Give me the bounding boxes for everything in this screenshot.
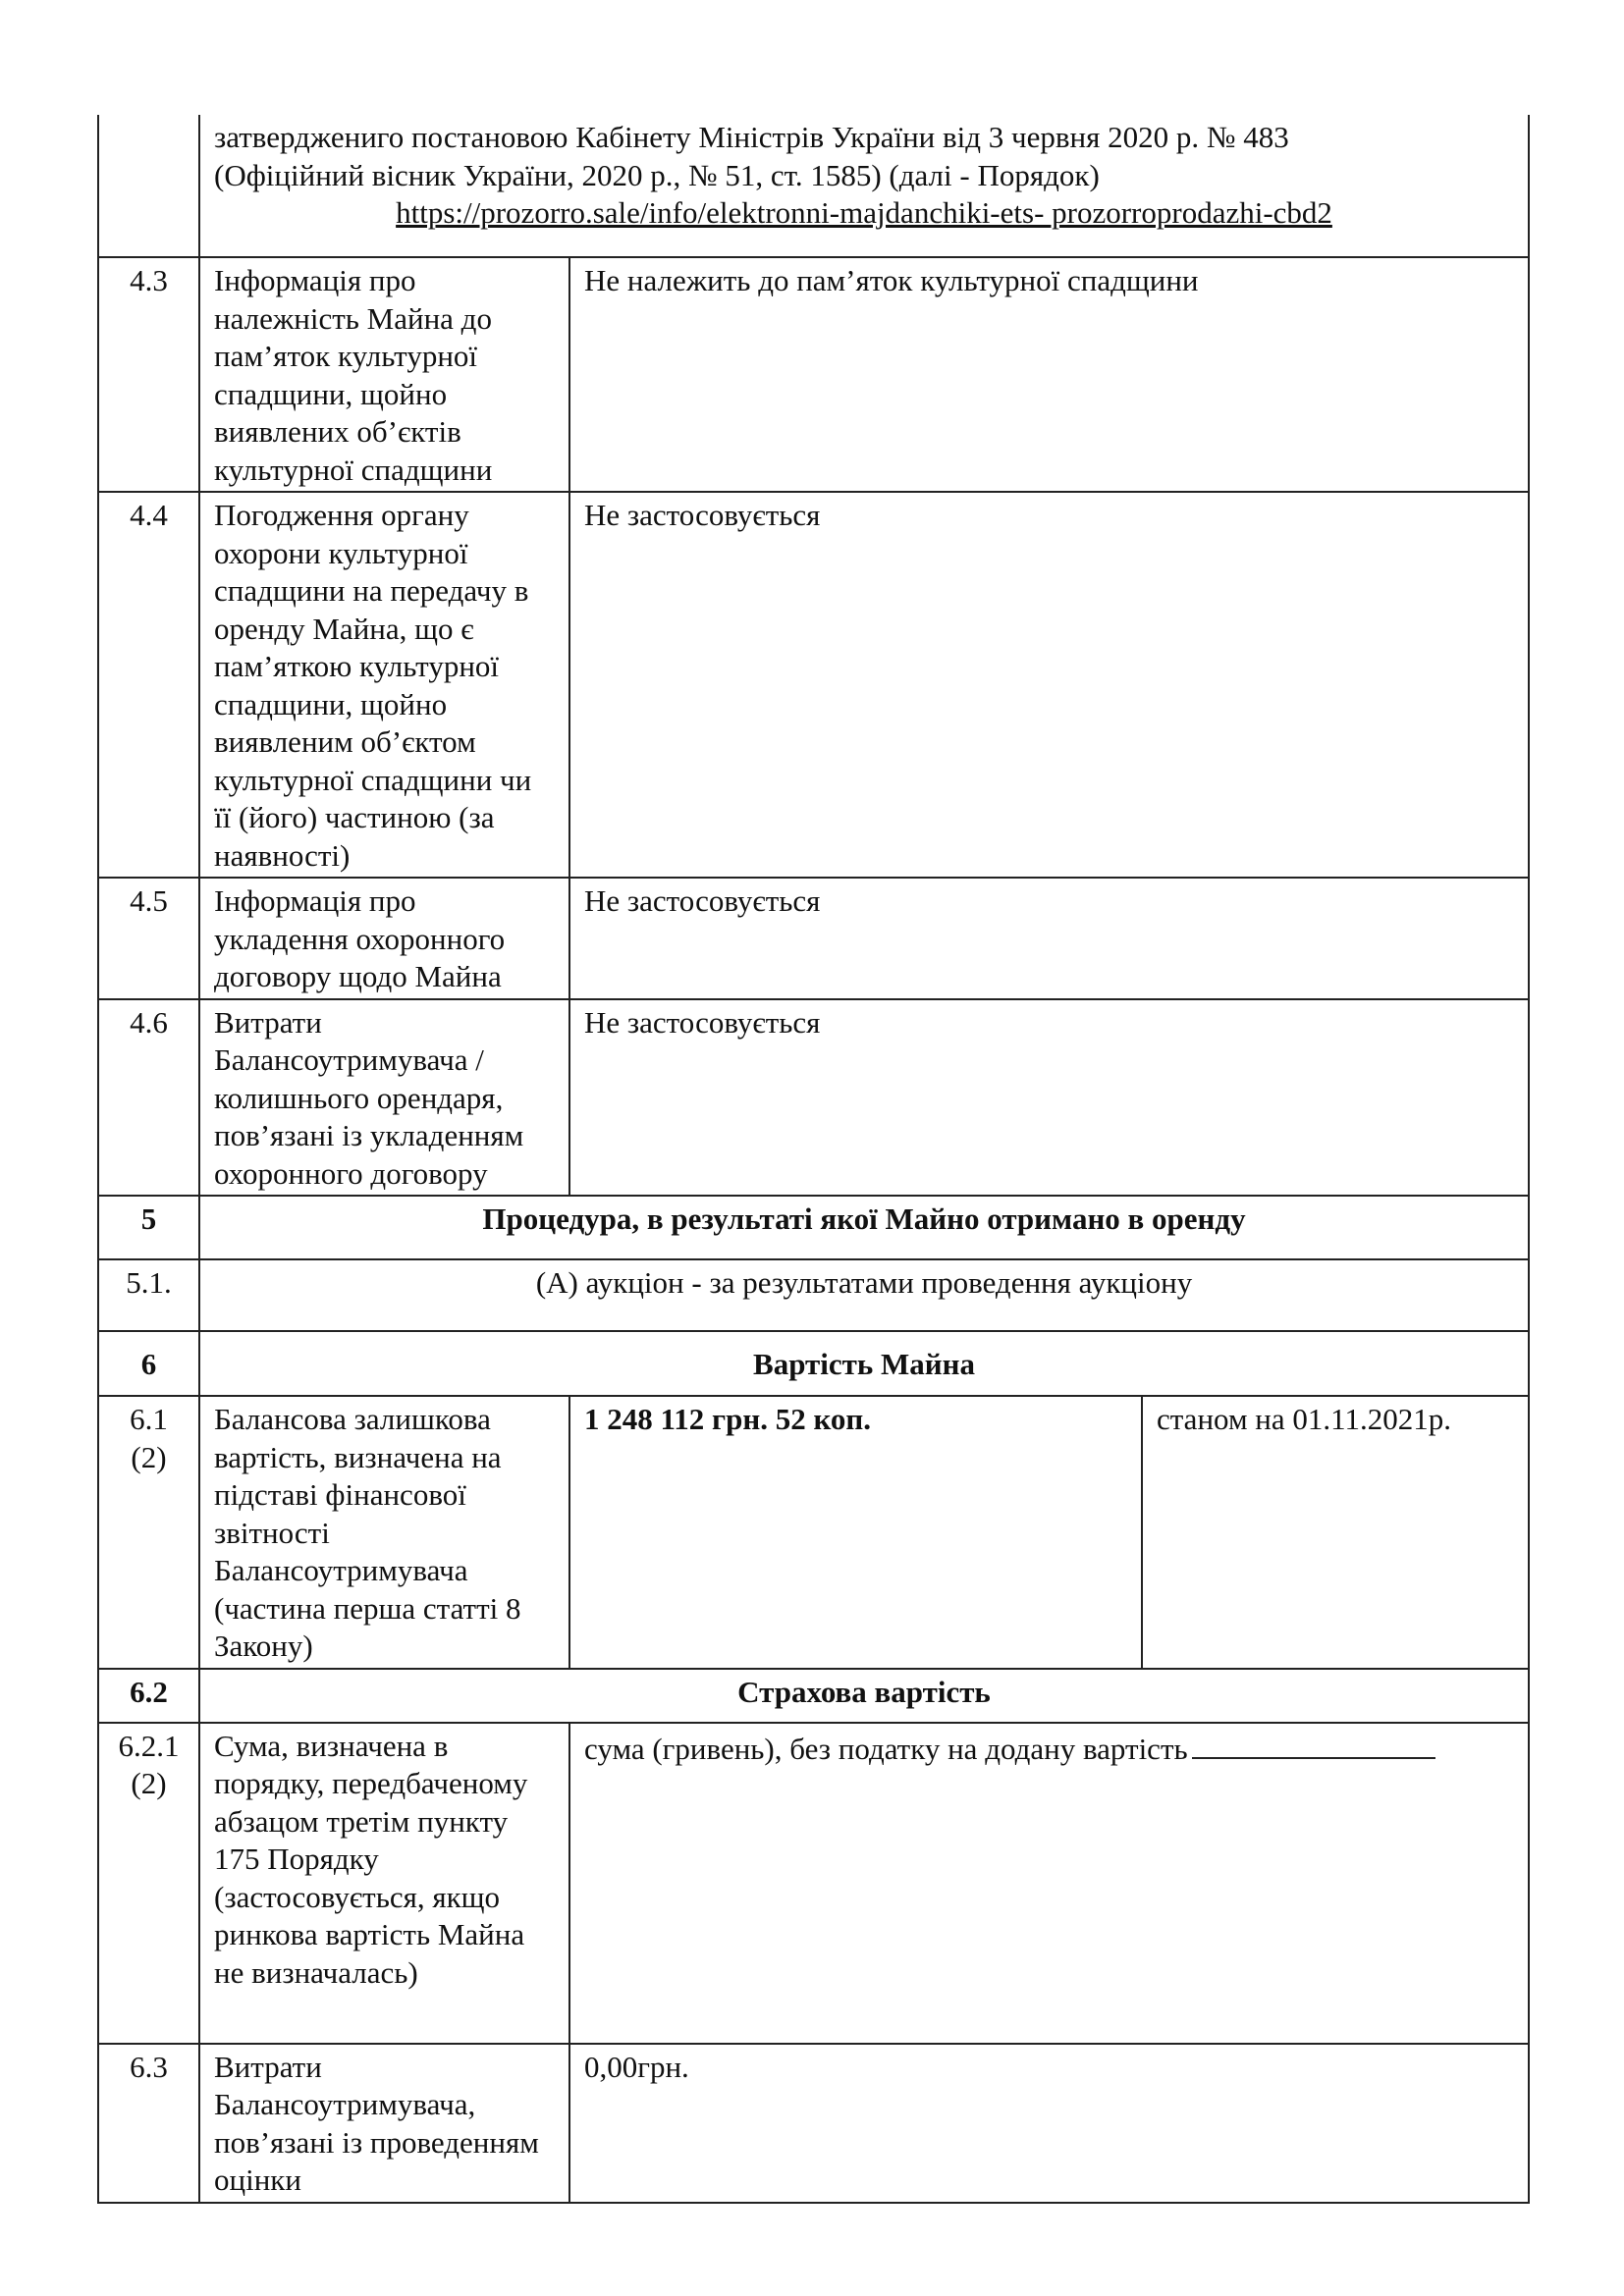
continuation-line-1: затверджениго постановою Кабінету Міністрів України від 3 червня 2020 р. № 483 <box>214 120 1289 154</box>
row-date: станом на 01.11.2021р. <box>1142 1396 1529 1669</box>
row-label: Інформація про належність Майна до пам’яток культурної спадщини, щойно виявлених об’єктів культурної спадщини <box>199 257 569 492</box>
row-number: 4.3 <box>98 257 199 492</box>
prozorro-link[interactable]: https://prozorro.sale/info/elektronni-majdanchiki-ets- prozorroprodazhi-cbd2 <box>396 195 1332 230</box>
section-title: Страхова вартість <box>199 1669 1529 1723</box>
row-number: 6.1 <box>130 1402 168 1436</box>
row-number: 5.1. <box>98 1259 199 1331</box>
row-number: 6.2.1 <box>118 1728 180 1763</box>
section-5-row <box>98 1196 1529 1259</box>
row-value: Не належить до пам’яток культурної спадщини <box>569 257 1529 492</box>
row-label: Балансова залишкова вартість, визначена на підставі фінансової звітності Балансоутримувача (частина перша статті 8 Закону) <box>199 1396 569 1669</box>
row-4-5 <box>98 878 1529 999</box>
row-value: Не застосовується <box>569 999 1529 1197</box>
row-6-1 <box>98 1396 1529 1669</box>
row-value: (А) аукціон - за результатами проведення аукціону <box>199 1259 1529 1331</box>
row-number-cell <box>98 1396 199 1669</box>
row-value: Не застосовується <box>569 878 1529 999</box>
row-value: сума (гривень), без податку на додану вартість <box>584 1731 1188 1766</box>
row-number: 6.3 <box>98 2044 199 2203</box>
row-6-2-1 <box>98 1723 1529 2044</box>
row-label: Погодження органу охорони культурної спадщини на передачу в оренду Майна, що є пам’яткою культурної спадщини, щойно виявленим об’єктом культурної спадщини чи її (його) частиною (за наявності) <box>199 492 569 878</box>
section-6-row <box>98 1331 1529 1396</box>
row-4-3 <box>98 257 1529 492</box>
continuation-cell <box>199 115 1529 257</box>
property-info-table <box>97 115 1530 2204</box>
section-title: Вартість Майна <box>199 1331 1529 1396</box>
row-number: 4.5 <box>98 878 199 999</box>
row-number: 4.6 <box>98 999 199 1197</box>
row-4-6 <box>98 999 1529 1197</box>
row-label: Сума, визначена в порядку, передбаченому абзацом третім пункту 175 Порядку (застосовується, якщо ринкова вартість Майна не визначалась) <box>199 1723 569 2044</box>
row-number-cell <box>98 1723 199 2044</box>
row-4-4 <box>98 492 1529 878</box>
row-6-3 <box>98 2044 1529 2203</box>
row-value-cell <box>569 1723 1529 2044</box>
section-title: Процедура, в результаті якої Майно отримано в оренду <box>199 1196 1529 1259</box>
section-6-2-row <box>98 1669 1529 1723</box>
row-label: Інформація про укладення охоронного договору щодо Майна <box>199 878 569 999</box>
row-5-1 <box>98 1259 1529 1331</box>
blank-underline <box>1192 1728 1435 1759</box>
row-label: Витрати Балансоутримувача, пов’язані із проведенням оцінки <box>199 2044 569 2203</box>
row-value: Не застосовується <box>569 492 1529 878</box>
row-value: 0,00грн. <box>569 2044 1529 2203</box>
empty-num-cell <box>98 115 199 257</box>
row-value: 1 248 112 грн. 52 коп. <box>569 1396 1142 1669</box>
row-label: Витрати Балансоутримувача /колишнього орендаря, пов’язані із укладенням охоронного договору <box>199 999 569 1197</box>
row-number-note: (2) <box>131 1766 167 1800</box>
section-number: 5 <box>98 1196 199 1259</box>
row-number: 4.4 <box>98 492 199 878</box>
row-number-note: (2) <box>131 1439 167 1474</box>
continuation-row <box>98 115 1529 257</box>
section-number: 6 <box>98 1331 199 1396</box>
section-number: 6.2 <box>98 1669 199 1723</box>
continuation-line-2: (Офіційний вісник України, 2020 р., № 51, ст. 1585) (далі - Порядок) <box>214 157 1100 192</box>
